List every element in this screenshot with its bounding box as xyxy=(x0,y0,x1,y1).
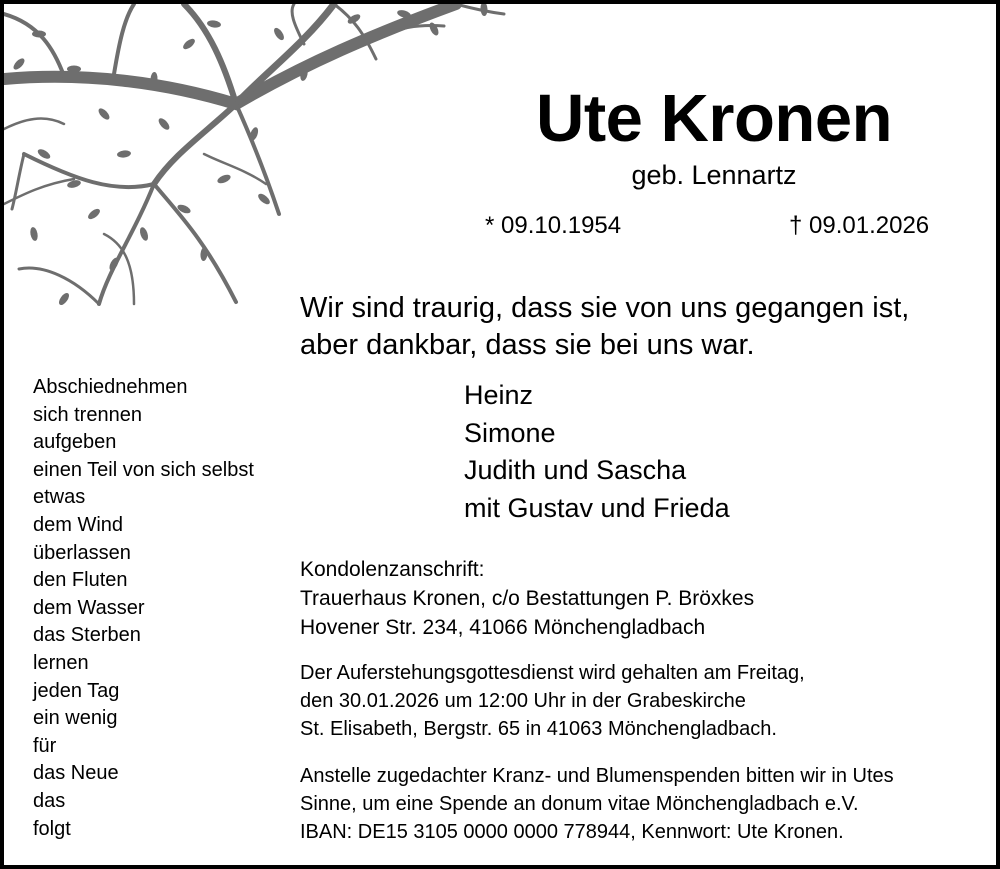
poem-line: etwas xyxy=(33,486,86,509)
donation-line: Sinne, um eine Spende an donum vitae Mönchengladbach e.V. xyxy=(300,793,859,815)
condolence-line: Hovener Str. 234, 41066 Mönchengladbach xyxy=(300,616,706,639)
poem-line: folgt xyxy=(33,817,71,840)
poem-line: dem Wasser xyxy=(33,596,145,619)
poem-line: überlassen xyxy=(33,541,131,564)
poem-line: lernen xyxy=(33,651,89,674)
service-line: St. Elisabeth, Bergstr. 65 in 41063 Mönchengladbach. xyxy=(300,718,777,740)
poem-line: ein wenig xyxy=(33,707,118,730)
poem-line: das xyxy=(33,789,66,812)
poem-line: das Neue xyxy=(33,762,119,785)
family-member: mit Gustav und Frieda xyxy=(464,492,730,523)
poem-line: sich trennen xyxy=(33,403,142,426)
death-date: † 09.01.2026 xyxy=(789,212,930,239)
donation-line: IBAN: DE15 3105 0000 0000 778944, Kennwort: Ute Kronen. xyxy=(300,821,844,843)
condolence-address xyxy=(300,555,754,642)
poem-line: jeden Tag xyxy=(33,679,120,702)
tree-branch-illustration xyxy=(4,4,524,314)
poem-line: einen Teil von sich selbst xyxy=(33,458,254,481)
service-line: den 30.01.2026 um 12:00 Uhr in der Grabeskirche xyxy=(300,690,746,712)
poem-line: dem Wind xyxy=(33,513,124,536)
family-member: Simone xyxy=(464,417,556,448)
donation-request xyxy=(300,762,894,846)
poem-line: das Sterben xyxy=(33,624,141,647)
service-info xyxy=(300,659,805,743)
poem-line: für xyxy=(33,734,57,757)
poem-line: Abschiednehmen xyxy=(33,376,188,398)
quote-line: aber dankbar, dass sie bei uns war. xyxy=(300,329,755,361)
memorial-quote xyxy=(300,290,909,364)
deceased-name: Ute Kronen xyxy=(535,81,893,156)
family-member: Judith und Sascha xyxy=(464,455,687,485)
condolence-line: Kondolenzanschrift: xyxy=(300,558,485,581)
family-signatures xyxy=(464,377,730,527)
birth-date: * 09.10.1954 xyxy=(485,212,622,239)
birth-name: geb. Lennartz xyxy=(631,160,797,190)
poem-line: den Fluten xyxy=(33,569,128,592)
service-line: Der Auferstehungsgottesdienst wird gehalten am Freitag, xyxy=(300,662,805,684)
poem-line: aufgeben xyxy=(33,431,117,454)
donation-line: Anstelle zugedachter Kranz- und Blumenspenden bitten wir in Utes xyxy=(300,765,894,787)
farewell-poem xyxy=(33,374,254,843)
quote-line: Wir sind traurig, dass sie von uns gegangen ist, xyxy=(300,292,910,324)
condolence-line: Trauerhaus Kronen, c/o Bestattungen P. Bröxkes xyxy=(300,587,755,610)
family-member: Heinz xyxy=(464,380,534,410)
